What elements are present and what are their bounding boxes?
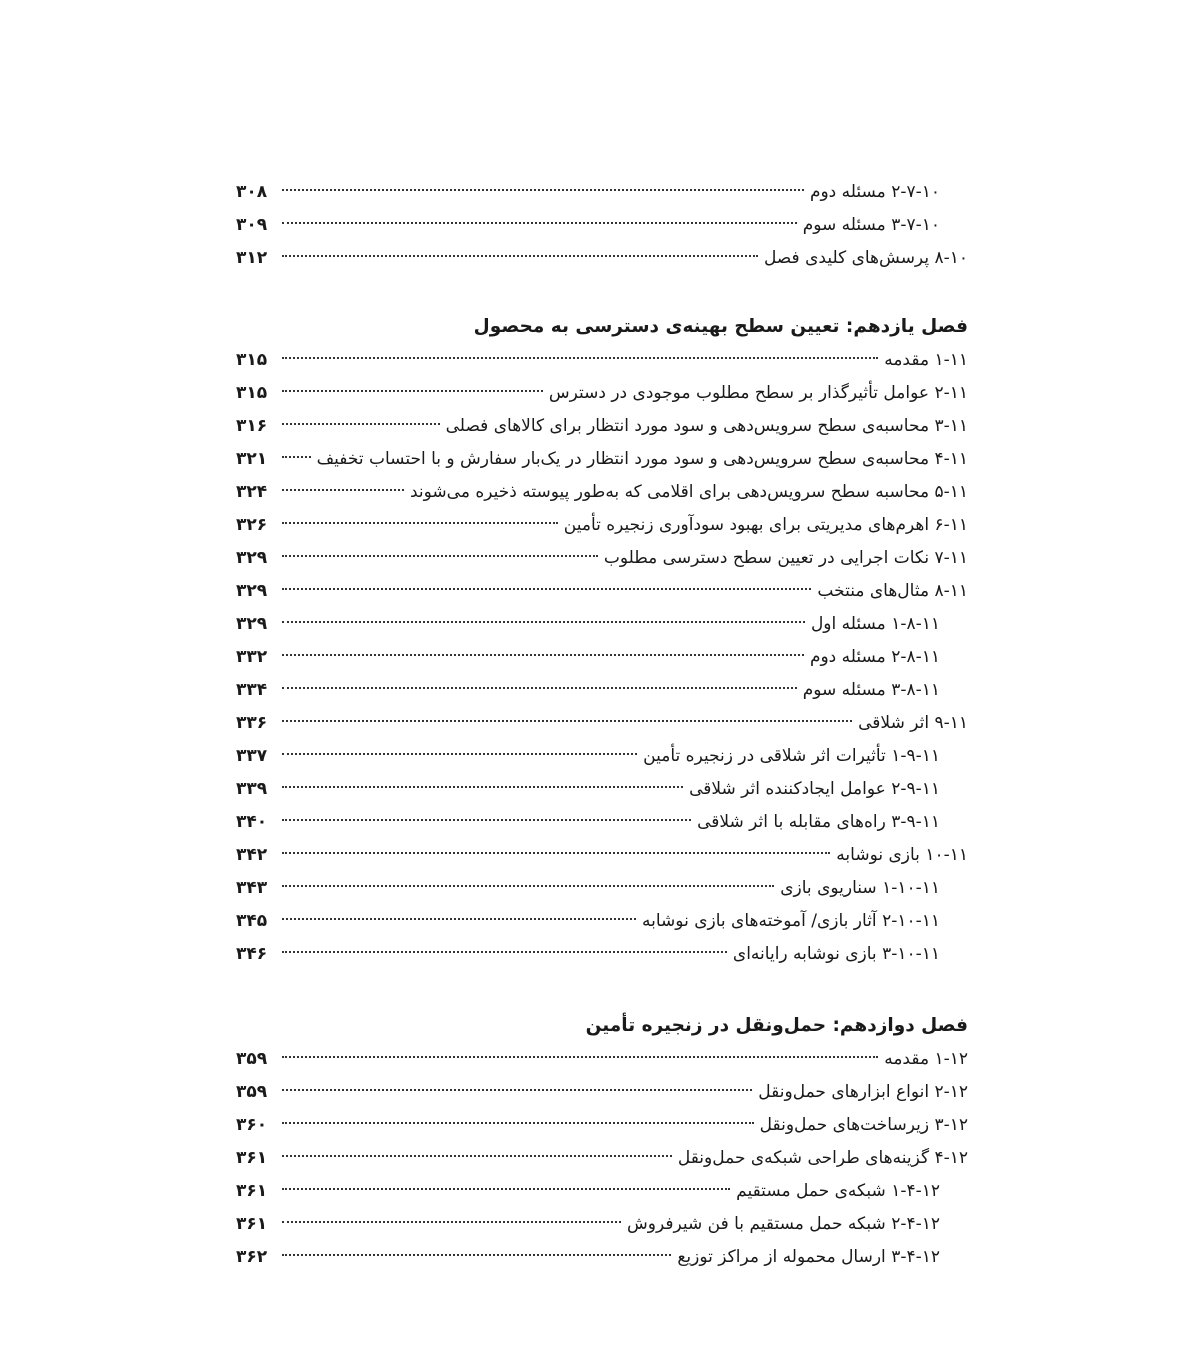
toc-entry-title: ارسال محموله از مراکز توزیع — [677, 1247, 886, 1267]
toc-entry-text — [406, 476, 968, 509]
toc-entry-page-number: ۳۳۴ — [236, 680, 268, 700]
toc-entry-page-number: ۳۳۶ — [236, 713, 268, 733]
toc-entry-number: ۱-۸-۱۱ — [891, 614, 940, 634]
dot-leader — [282, 1188, 730, 1190]
dot-leader — [282, 423, 440, 425]
toc-entry-title: سناریوی بازی — [780, 878, 877, 898]
toc-entry-page-number: ۳۰۹ — [236, 215, 268, 235]
toc-entry-title: مسئله سوم — [802, 680, 886, 700]
toc-entry-page-number: ۳۲۹ — [236, 581, 268, 601]
toc-entry-number: ۸-۱۰ — [934, 248, 968, 268]
toc-entry-text — [674, 1142, 968, 1175]
dot-leader — [282, 1221, 621, 1223]
toc-entry-text — [760, 242, 968, 275]
toc-entry-text — [732, 1175, 968, 1208]
toc-entry-number: ۱-۴-۱۲ — [891, 1181, 940, 1201]
toc-entry-text — [806, 641, 968, 674]
dot-leader — [282, 390, 543, 392]
toc-entry — [236, 641, 968, 674]
toc-entry-number: ۲-۱۰-۱۱ — [882, 911, 940, 931]
toc-entry-page-number: ۳۲۱ — [236, 449, 268, 469]
toc-entry-number: ۲-۴-۱۲ — [891, 1214, 940, 1234]
toc-entry — [236, 377, 968, 410]
toc-entry-number: ۱-۱۱ — [934, 350, 968, 370]
dot-leader — [282, 588, 811, 590]
toc-section-chapter-11 — [236, 344, 968, 971]
toc-entry — [236, 410, 968, 443]
toc-entry-page-number: ۳۴۰ — [236, 812, 268, 832]
toc-entry-page-number: ۳۴۲ — [236, 845, 268, 865]
dot-leader — [282, 1155, 672, 1157]
toc-entry-title: مثال‌های منتخب — [817, 581, 930, 601]
dot-leader — [282, 951, 727, 953]
toc-entry-title: عوامل تأثیرگذار بر سطح مطلوب موجودی در دسترس — [548, 383, 930, 403]
toc-entry-number: ۳-۱۱ — [934, 416, 968, 436]
toc-entry — [236, 242, 968, 275]
toc-entry-text — [313, 443, 968, 476]
dot-leader — [282, 819, 691, 821]
toc-entry-number: ۳-۱۲ — [934, 1115, 968, 1135]
dot-leader — [282, 1122, 754, 1124]
toc-entry-number: ۳-۹-۱۱ — [891, 812, 940, 832]
dot-leader — [282, 1056, 878, 1058]
toc-entry-page-number: ۳۵۹ — [236, 1049, 268, 1069]
toc-entry-title: گزینه‌های طراحی شبکه‌ی حمل‌ونقل — [677, 1148, 930, 1168]
dot-leader — [282, 852, 830, 854]
dot-leader — [282, 1089, 752, 1091]
toc-entry — [236, 1043, 968, 1076]
toc-entry-text — [776, 872, 968, 905]
toc-entry-text — [600, 542, 968, 575]
toc-entry-page-number: ۳۱۵ — [236, 350, 268, 370]
toc-entry-title: شبکه حمل مستقیم با فن شیرفروش — [627, 1214, 886, 1234]
toc-entry-title: بازی نوشابه — [836, 845, 920, 865]
toc-entry-text — [673, 1241, 968, 1274]
dot-leader — [282, 918, 636, 920]
toc-entry-text — [756, 1109, 968, 1142]
dot-leader — [282, 720, 852, 722]
toc-entry-number: ۳-۴-۱۲ — [891, 1247, 940, 1267]
toc-entry — [236, 707, 968, 740]
toc-entry-text — [813, 575, 968, 608]
toc-entry-title: مسئله سوم — [802, 215, 886, 235]
toc-entry — [236, 542, 968, 575]
dot-leader — [282, 786, 683, 788]
toc-entry-text — [638, 905, 968, 938]
toc-entry-page-number: ۳۴۵ — [236, 911, 268, 931]
toc-entry-page-number: ۳۴۳ — [236, 878, 268, 898]
table-of-contents — [236, 176, 968, 1274]
toc-entry-title: زیرساخت‌های حمل‌ونقل — [759, 1115, 930, 1135]
section-gap — [236, 275, 968, 310]
toc-entry — [236, 1109, 968, 1142]
toc-entry-page-number: ۳۶۱ — [236, 1214, 268, 1234]
toc-entry-number: ۳-۱۰-۱۱ — [882, 944, 940, 964]
chapter-12-title: فصل دوازدهم: حمل‌ونقل در زنجیره تأمین — [585, 1015, 968, 1036]
toc-entry-page-number: ۳۲۴ — [236, 482, 268, 502]
toc-entry-title: مقدمه — [884, 350, 930, 370]
toc-entry-text — [832, 839, 968, 872]
toc-entry-page-number: ۳۶۰ — [236, 1115, 268, 1135]
toc-entry-title: مقدمه — [884, 1049, 930, 1069]
toc-entry-title: راه‌های مقابله با اثر شلاقی — [697, 812, 886, 832]
toc-entry-title: مسئله دوم — [809, 182, 886, 202]
toc-entry — [236, 476, 968, 509]
toc-entry-title: مسئله دوم — [809, 647, 886, 667]
toc-entry — [236, 938, 968, 971]
toc-entry-text — [807, 608, 968, 641]
dot-leader — [282, 522, 558, 524]
toc-entry-title: عوامل ایجادکننده اثر شلاقی — [689, 779, 886, 799]
dot-leader — [282, 456, 311, 458]
dot-leader — [282, 489, 404, 491]
toc-entry-page-number: ۳۶۱ — [236, 1148, 268, 1168]
toc-entry — [236, 905, 968, 938]
toc-entry-title: پرسش‌های کلیدی فصل — [763, 248, 930, 268]
toc-entry-page-number: ۳۱۶ — [236, 416, 268, 436]
toc-entry-number: ۴-۱۱ — [934, 449, 968, 469]
toc-entry — [236, 344, 968, 377]
toc-entry-number: ۴-۱۲ — [934, 1148, 968, 1168]
section-gap — [236, 971, 968, 1009]
toc-section-chapter-12 — [236, 1043, 968, 1274]
toc-entry-text — [639, 740, 968, 773]
toc-entry-number: ۱-۱۲ — [934, 1049, 968, 1069]
toc-entry — [236, 839, 968, 872]
toc-entry-title: مسئله اول — [810, 614, 886, 634]
toc-entry-text — [799, 674, 968, 707]
toc-entry — [236, 608, 968, 641]
toc-entry-page-number: ۳۳۹ — [236, 779, 268, 799]
toc-entry-title: نکات اجرایی در تعیین سطح دسترسی مطلوب — [603, 548, 930, 568]
dot-leader — [282, 357, 878, 359]
toc-entry-number: ۲-۷-۱۰ — [891, 182, 940, 202]
toc-entry-title: تأثیرات اثر شلاقی در زنجیره تأمین — [643, 746, 886, 766]
toc-entry-title: اثر شلاقی — [858, 713, 930, 733]
toc-entry-page-number: ۳۲۹ — [236, 548, 268, 568]
dot-leader — [282, 654, 804, 656]
toc-entry — [236, 1076, 968, 1109]
toc-entry-title: اهرم‌های مدیریتی برای بهبود سودآوری زنجیره تأمین — [563, 515, 930, 535]
toc-entry-page-number: ۳۰۸ — [236, 182, 268, 202]
toc-entry-number: ۲-۸-۱۱ — [891, 647, 940, 667]
toc-entry — [236, 740, 968, 773]
toc-entry — [236, 1142, 968, 1175]
chapter-11-title: فصل یازدهم: تعیین سطح بهینه‌ی دسترسی به محصول — [473, 316, 968, 337]
dot-leader — [282, 1254, 671, 1256]
toc-entry-text — [754, 1076, 968, 1109]
dot-leader — [282, 189, 804, 191]
toc-entry-number: ۲-۱۲ — [934, 1082, 968, 1102]
toc-entry-text — [442, 410, 968, 443]
toc-entry — [236, 575, 968, 608]
toc-entry — [236, 1175, 968, 1208]
toc-entry-page-number: ۳۶۱ — [236, 1181, 268, 1201]
toc-entry — [236, 1208, 968, 1241]
toc-entry-text — [545, 377, 968, 410]
toc-entry-text — [880, 1043, 968, 1076]
toc-entry-page-number: ۳۴۶ — [236, 944, 268, 964]
toc-entry-number: ۶-۱۱ — [934, 515, 968, 535]
toc-entry — [236, 176, 968, 209]
toc-entry-text — [880, 344, 968, 377]
toc-entry — [236, 773, 968, 806]
toc-entry-page-number: ۳۳۲ — [236, 647, 268, 667]
toc-entry-number: ۸-۱۱ — [934, 581, 968, 601]
toc-entry-number: ۹-۱۱ — [934, 713, 968, 733]
toc-entry-page-number: ۳۵۹ — [236, 1082, 268, 1102]
toc-entry-title: انواع ابزارهای حمل‌ونقل — [758, 1082, 930, 1102]
toc-entry-page-number: ۳۶۲ — [236, 1247, 268, 1267]
toc-entry-title: شبکه‌ی حمل مستقیم — [736, 1181, 886, 1201]
toc-entry-number: ۱-۱۰-۱۱ — [882, 878, 940, 898]
toc-entry — [236, 443, 968, 476]
toc-entry-text — [623, 1208, 968, 1241]
toc-entry — [236, 209, 968, 242]
toc-entry-title: محاسبه‌ی سطح سرویس‌دهی و سود مورد انتظار در یک‌بار سفارش و با احتساب تخفیف — [316, 449, 930, 469]
toc-entry-text — [806, 176, 968, 209]
toc-entry — [236, 674, 968, 707]
toc-entry-title: بازی نوشابه رایانه‌ای — [732, 944, 877, 964]
dot-leader — [282, 255, 758, 257]
toc-entry-page-number: ۳۲۶ — [236, 515, 268, 535]
dot-leader — [282, 222, 797, 224]
dot-leader — [282, 687, 797, 689]
toc-entry-title: محاسبه‌ی سطح سرویس‌دهی و سود مورد انتظار برای کالاهای فصلی — [445, 416, 930, 436]
toc-section-previous — [236, 176, 968, 275]
toc-entry — [236, 806, 968, 839]
toc-entry-page-number: ۳۳۷ — [236, 746, 268, 766]
toc-entry-text — [729, 938, 968, 971]
toc-entry-page-number: ۳۱۵ — [236, 383, 268, 403]
toc-entry-title: محاسبه سطح سرویس‌دهی برای اقلامی که به‌طور پیوسته ذخیره می‌شوند — [410, 482, 930, 502]
toc-entry-number: ۷-۱۱ — [934, 548, 968, 568]
dot-leader — [282, 753, 637, 755]
toc-entry-text — [854, 707, 968, 740]
toc-entry-number: ۵-۱۱ — [934, 482, 968, 502]
toc-entry-number: ۳-۷-۱۰ — [891, 215, 940, 235]
toc-entry-text — [560, 509, 968, 542]
toc-entry-page-number: ۳۲۹ — [236, 614, 268, 634]
toc-entry-number: ۲-۱۱ — [934, 383, 968, 403]
toc-entry-number: ۱۰-۱۱ — [925, 845, 968, 865]
toc-entry — [236, 1241, 968, 1274]
dot-leader — [282, 621, 805, 623]
toc-entry — [236, 872, 968, 905]
toc-entry-title: آثار بازی/ آموخته‌های بازی نوشابه — [642, 911, 877, 931]
toc-entry-page-number: ۳۱۲ — [236, 248, 268, 268]
toc-entry-number: ۳-۸-۱۱ — [891, 680, 940, 700]
toc-entry-text — [693, 806, 968, 839]
toc-entry-text — [799, 209, 968, 242]
toc-entry-text — [685, 773, 968, 806]
toc-entry-number: ۱-۹-۱۱ — [891, 746, 940, 766]
toc-entry — [236, 509, 968, 542]
toc-entry-number: ۲-۹-۱۱ — [891, 779, 940, 799]
dot-leader — [282, 555, 598, 557]
dot-leader — [282, 885, 774, 887]
